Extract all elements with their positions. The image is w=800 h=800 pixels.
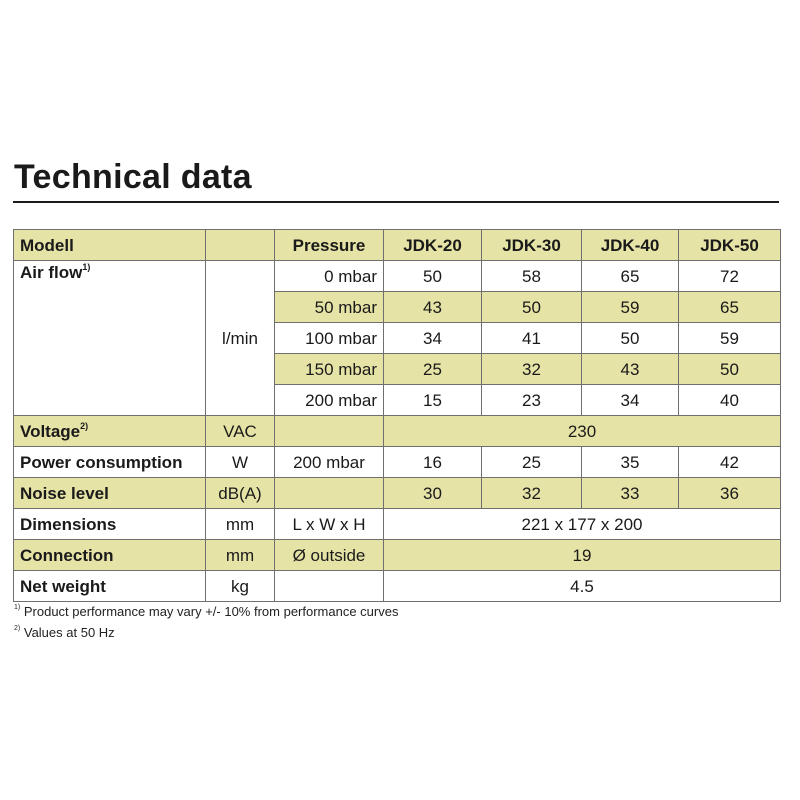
airflow-value: 50 [582,323,679,354]
airflow-pressure: 50 mbar [275,292,384,323]
voltage-label-cell [14,416,206,447]
voltage-value: 230 [384,416,781,447]
noise-label: Noise level [14,478,206,509]
airflow-value: 58 [482,261,582,292]
airflow-value: 43 [384,292,482,323]
airflow-pressure: 100 mbar [275,323,384,354]
power-value: 25 [482,447,582,478]
footnote-2-text: Values at 50 Hz [23,625,115,640]
table-row-power [14,447,781,478]
airflow-value: 34 [582,385,679,416]
airflow-pressure: 200 mbar [275,385,384,416]
airflow-value: 15 [384,385,482,416]
airflow-value: 32 [482,354,582,385]
airflow-unit: l/min [206,261,275,416]
footnote-1 [14,604,398,619]
noise-value: 33 [582,478,679,509]
noise-pressure-empty [275,478,384,509]
table-row-voltage [14,416,781,447]
power-pressure: 200 mbar [275,447,384,478]
airflow-value: 34 [384,323,482,354]
noise-value: 32 [482,478,582,509]
dimensions-value: 221 x 177 x 200 [384,509,781,540]
voltage-pressure-empty [275,416,384,447]
page-title: Technical data [14,158,252,196]
dimensions-unit: mm [206,509,275,540]
header-row [14,230,781,261]
title-divider [13,201,779,203]
noise-value: 36 [679,478,781,509]
airflow-label: Air flow [20,263,83,282]
table-row-connection [14,540,781,571]
connection-spec: Ø outside [275,540,384,571]
voltage-unit: VAC [206,416,275,447]
connection-label: Connection [14,540,206,571]
noise-value: 30 [384,478,482,509]
airflow-note-mark: 1) [82,262,91,272]
airflow-label-cell [14,261,206,416]
footnote-1-mark: 1) [14,604,21,611]
footnote-1-text: Product performance may vary +/- 10% from performance curves [23,604,399,619]
weight-unit: kg [206,571,275,602]
power-value: 16 [384,447,482,478]
airflow-value: 65 [679,292,781,323]
connection-unit: mm [206,540,275,571]
airflow-pressure: 0 mbar [275,261,384,292]
airflow-value: 50 [482,292,582,323]
airflow-value: 41 [482,323,582,354]
dimensions-label: Dimensions [14,509,206,540]
voltage-label: Voltage [20,421,81,441]
power-value: 42 [679,447,781,478]
header-unit-empty [206,230,275,261]
footnote-2-mark: 2) [14,625,21,632]
airflow-pressure: 150 mbar [275,354,384,385]
table-row-weight [14,571,781,602]
dimensions-spec: L x W x H [275,509,384,540]
header-pressure: Pressure [275,230,384,261]
airflow-value: 43 [582,354,679,385]
table-row-airflow-0 [14,261,781,292]
noise-unit: dB(A) [206,478,275,509]
header-modell: Modell [14,230,206,261]
airflow-value: 50 [384,261,482,292]
table-row-dimensions [14,509,781,540]
header-model-jdk20: JDK-20 [384,230,482,261]
airflow-value: 59 [679,323,781,354]
airflow-value: 23 [482,385,582,416]
header-model-jdk40: JDK-40 [582,230,679,261]
connection-value: 19 [384,540,781,571]
airflow-value: 40 [679,385,781,416]
power-label: Power consumption [14,447,206,478]
weight-value: 4.5 [384,571,781,602]
power-unit: W [206,447,275,478]
power-value: 35 [582,447,679,478]
footnote-2 [14,625,115,640]
weight-spec-empty [275,571,384,602]
header-model-jdk50: JDK-50 [679,230,781,261]
airflow-value: 59 [582,292,679,323]
header-model-jdk30: JDK-30 [482,230,582,261]
weight-label: Net weight [14,571,206,602]
voltage-note-mark: 2) [80,420,89,431]
airflow-value: 25 [384,354,482,385]
airflow-value: 65 [582,261,679,292]
table-row-noise [14,478,781,509]
technical-data-table [13,229,781,602]
airflow-value: 50 [679,354,781,385]
airflow-value: 72 [679,261,781,292]
